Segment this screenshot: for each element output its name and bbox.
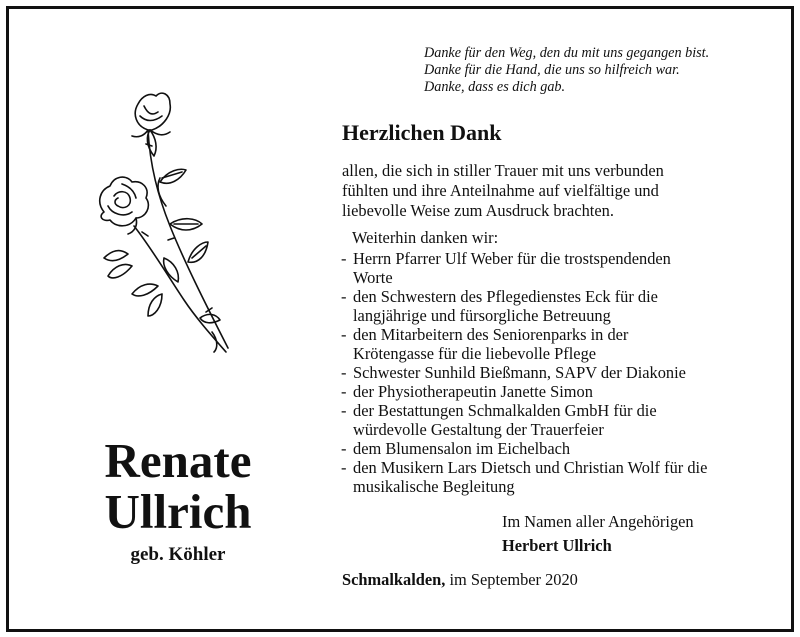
list-dash: - xyxy=(341,287,347,306)
intro-text xyxy=(342,161,664,221)
list-dash: - xyxy=(341,325,347,344)
deceased-last-name: Ullrich xyxy=(104,484,252,539)
notice-date: im September 2020 xyxy=(449,570,578,589)
place-name: Schmalkalden, xyxy=(342,570,446,589)
motto-line-1: Danke für den Weg, den du mit uns gegangen bist. xyxy=(424,45,710,61)
thanks-item-1 xyxy=(341,249,707,287)
thanks-item-3 xyxy=(341,325,707,363)
list-dash: - xyxy=(341,363,347,382)
thanks-list xyxy=(341,249,707,496)
list-dash: - xyxy=(341,382,347,401)
thanks-item-line: Krötengasse für die liebevolle Pflege xyxy=(353,344,597,363)
signoff-line: Im Namen aller Angehörigen xyxy=(502,512,694,531)
thanks-item-5 xyxy=(341,382,707,401)
thanks-item-line: dem Blumensalon im Eichelbach xyxy=(353,439,571,458)
thanks-item-line: Schwester Sunhild Bießmann, SAPV der Diakonie xyxy=(353,363,686,382)
list-dash: - xyxy=(341,249,347,268)
thanks-item-line: würdevolle Gestaltung der Trauerfeier xyxy=(353,420,604,439)
list-dash: - xyxy=(341,458,347,477)
thanks-heading: Herzlichen Dank xyxy=(342,120,502,145)
thanks-item-line: Herrn Pfarrer Ulf Weber für die trostspendenden xyxy=(353,249,671,268)
intro-line-2: fühlten und ihre Anteilnahme auf vielfältige und xyxy=(342,181,659,200)
thanks-item-line: Worte xyxy=(353,268,393,287)
intro-line-1: allen, die sich in stiller Trauer mit uns verbunden xyxy=(342,161,664,180)
list-dash: - xyxy=(341,439,347,458)
motto-line-2: Danke für die Hand, die uns so hilfreich war. xyxy=(424,62,680,78)
thanks-item-line: den Mitarbeitern des Seniorenparks in der xyxy=(353,325,629,344)
thanks-item-line: der Physiotherapeutin Janette Simon xyxy=(353,382,593,401)
place-date-line xyxy=(342,570,578,590)
deceased-maiden-name: geb. Köhler xyxy=(130,544,226,565)
thanks-item-2 xyxy=(341,287,707,325)
deceased-first-name: Renate xyxy=(104,433,252,488)
signer-name: Herbert Ullrich xyxy=(502,536,612,555)
thanks-item-line: der Bestattungen Schmalkalden GmbH für die xyxy=(353,401,657,420)
furthermore-line: Weiterhin danken wir: xyxy=(352,228,499,247)
rose-illustration xyxy=(88,86,248,358)
thanks-item-4 xyxy=(341,363,707,382)
thanks-item-line: langjährige und fürsorgliche Betreuung xyxy=(353,306,611,325)
motto xyxy=(424,45,709,96)
thanks-item-6 xyxy=(341,401,707,439)
motto-line-3: Danke, dass es dich gab. xyxy=(424,79,566,95)
thanks-item-line: den Musikern Lars Dietsch und Christian Wolf für die xyxy=(353,458,708,477)
thanks-item-line: musikalische Begleitung xyxy=(353,477,515,496)
thanks-item-line: den Schwestern des Pflegedienstes Eck für die xyxy=(353,287,658,306)
thanks-item-8 xyxy=(341,458,707,496)
thanks-item-7 xyxy=(341,439,707,458)
intro-line-3: liebevolle Weise zum Ausdruck brachten. xyxy=(342,201,614,220)
list-dash: - xyxy=(341,401,347,420)
